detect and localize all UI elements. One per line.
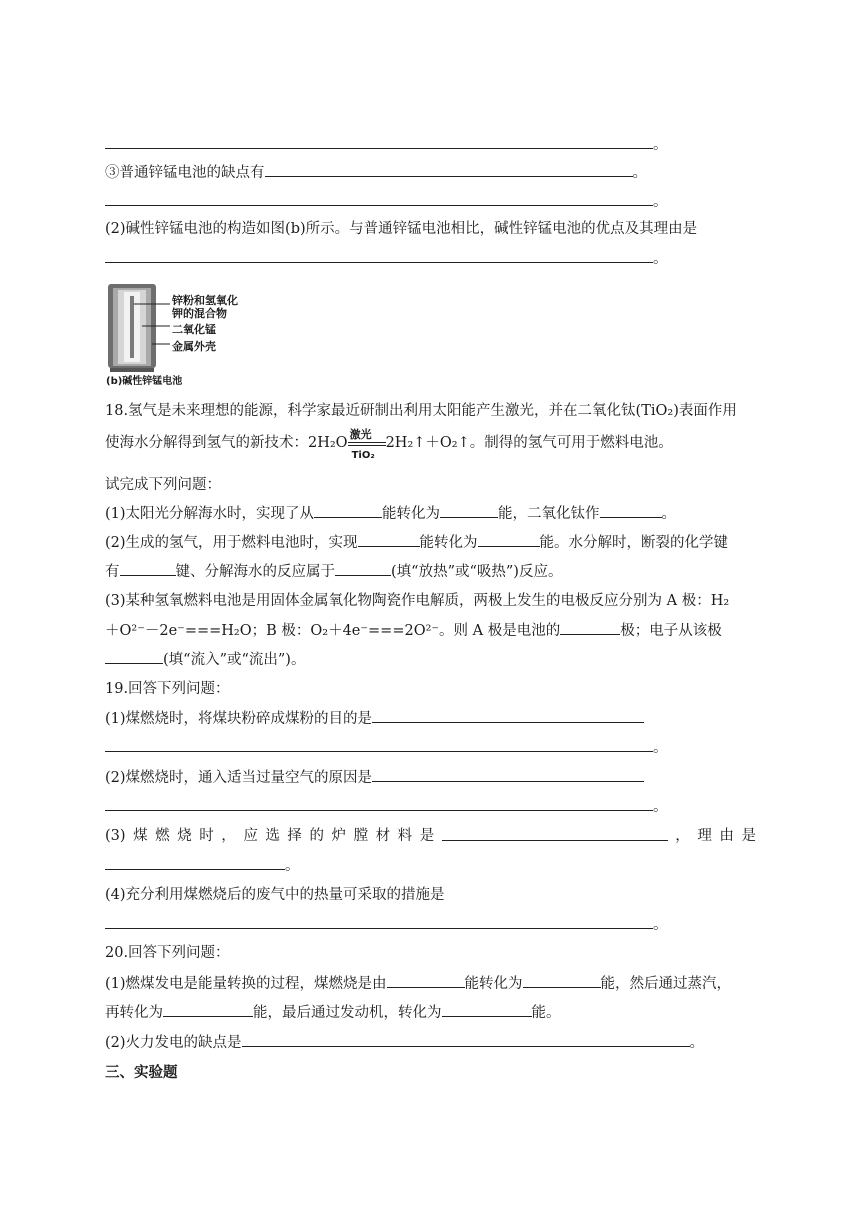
q18-part2: (2)生成的氢气，用于燃料电池时，实现 能转化为 能。水分解时，断裂的化学键 <box>105 532 728 553</box>
q19-part2: (2)煤燃烧时，通入适当过量空气的原因是 <box>105 767 644 788</box>
reaction-condition: $\frac{\text{激光}}{\text{TiO₂}}$ <box>348 433 386 453</box>
answer-blank[interactable] <box>440 503 498 518</box>
q20-part1-cont: 再转化为 能，最后通过发动机，转化为 能。 <box>105 1002 561 1023</box>
q17-part2-text: (2)碱性锌锰电池的构造如图(b)所示。与普通锌锰电池相比，碱性锌锰电池的优点及其理由是 <box>105 221 698 237</box>
answer-blank[interactable] <box>120 561 176 576</box>
answer-blank[interactable] <box>442 826 668 841</box>
answer-blank[interactable] <box>105 855 285 870</box>
figure-label-mno2: 二氧化锰 <box>172 323 216 336</box>
q18-line1: 18.氢气是未来理想的能源，科学家最近研制出利用太阳能产生激光，并在二氧化钛(TiO₂)表面作用 <box>105 403 737 419</box>
q19-part3-answer: 。 <box>105 855 300 876</box>
q18-part2-cont: 有 键、分解海水的反应属于 (填“放热”或“吸热”)反应。 <box>105 561 562 582</box>
answer-blank[interactable] <box>372 708 644 723</box>
q19-part1: (1)煤燃烧时，将煤块粉碎成煤粉的目的是 <box>105 708 644 729</box>
q19-part3: (3) 煤 燃 烧 时 ， 应 选 择 的 炉 膛 材 料 是 ， 理 由 是 <box>105 828 756 844</box>
answer-blank[interactable] <box>105 248 653 263</box>
answer-blank[interactable] <box>242 1032 690 1047</box>
answer-blank[interactable] <box>600 503 662 518</box>
alkaline-battery-figure <box>104 280 256 386</box>
q19-part4-answer: 。 <box>105 914 668 935</box>
answer-blank[interactable] <box>478 532 540 547</box>
q17-answer-line-3: 。 <box>105 191 668 212</box>
answer-blank[interactable] <box>105 737 653 752</box>
q19-part1-answer: 。 <box>105 737 668 758</box>
answer-blank[interactable] <box>105 914 653 929</box>
q20-part2: (2)火力发电的缺点是 。 <box>105 1032 704 1053</box>
q19-part4: (4)充分利用煤燃烧后的废气中的热量可采取的措施是 <box>105 887 445 903</box>
answer-blank[interactable] <box>523 973 601 988</box>
q20-title: 20.回答下列问题： <box>105 945 230 961</box>
q17-answer-line-1: 。 <box>105 134 668 155</box>
answer-blank[interactable] <box>358 532 420 547</box>
q18-part1: (1)太阳光分解海水时，实现了从 能转化为 能，二氧化钛作 。 <box>105 503 676 524</box>
answer-blank[interactable] <box>442 1002 532 1017</box>
figure-label-casing: 金属外壳 <box>172 340 216 353</box>
answer-blank[interactable] <box>560 620 620 635</box>
section-heading-experiment: 三、实验题 <box>105 1065 178 1081</box>
figure-label-zinc: 锌粉和氢氧化 <box>172 294 238 307</box>
q18-intro: 试完成下列问题： <box>105 477 221 493</box>
q19-title: 19.回答下列问题： <box>105 681 230 697</box>
answer-blank[interactable] <box>105 134 653 149</box>
q17-part2-answer: 。 <box>105 248 668 269</box>
figure-caption: (b)碱性锌锰电池 <box>106 376 183 387</box>
answer-blank[interactable] <box>314 503 382 518</box>
q20-part1: (1)燃煤发电是能量转换的过程，煤燃烧是由 能转化为 能，然后通过蒸汽， <box>105 973 731 994</box>
answer-blank[interactable] <box>372 767 644 782</box>
answer-blank[interactable] <box>265 162 633 177</box>
q17-item3-text: ③普通锌锰电池的缺点有 <box>105 165 265 181</box>
answer-blank[interactable] <box>335 561 391 576</box>
q19-part2-answer: 。 <box>105 796 668 817</box>
figure-label-zinc-2: 钾的混合物 <box>172 307 227 320</box>
q18-line2: 使海水分解得到氢气的新技术：2H₂O $\frac{\text{激光}}{\text{TiO₂}}$ 2H₂↑＋O₂↑。制得的氢气可用于燃料电池。 <box>105 428 673 461</box>
q18-part3-line2: ＋O²⁻－2e⁻===H₂O；B 极：O₂＋4e⁻===2O²⁻。则 A 极是电池的 极；电子从该极 <box>105 620 722 641</box>
q17-item3: ③普通锌锰电池的缺点有 。 <box>105 162 647 183</box>
answer-blank[interactable] <box>387 973 465 988</box>
q17-part2 <box>105 219 697 239</box>
answer-blank[interactable] <box>105 191 653 206</box>
answer-blank[interactable] <box>105 649 163 664</box>
q18-part3-line3: (填“流入”或“流出”)。 <box>105 649 305 670</box>
answer-blank[interactable] <box>105 796 653 811</box>
answer-blank[interactable] <box>163 1002 253 1017</box>
q18-part3: (3)某种氢氧燃料电池是用固体金属氧化物陶瓷作电解质，两极上发生的电极反应分别为 A 极：H₂ <box>105 593 730 609</box>
